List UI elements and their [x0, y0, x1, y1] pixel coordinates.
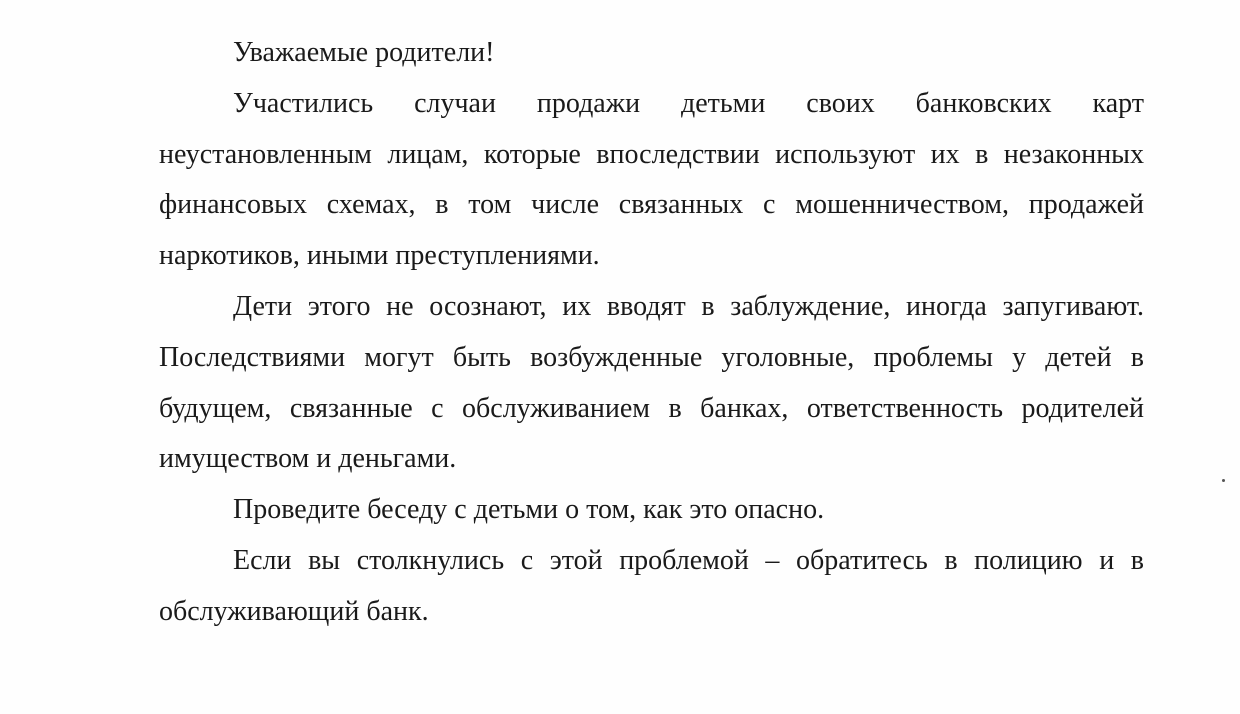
paragraph-contact-police: Если вы столкнулись с этой проблемой – обратитесь в полицию и в обслуживающий банк.	[159, 544, 1144, 627]
paragraph-consequences: Дети этого не осознают, их вводят в заблуждение, иногда запугивают. Последствиями могут быть возбужденные уголовные, проблемы у детей в будущем, связанные с обслуживанием в банках, ответственность родителей имуществом и деньгами.	[159, 290, 1144, 475]
scan-speck	[1222, 479, 1225, 482]
paragraph-card-sales: Участились случаи продажи детьми своих банковских карт неустановленным лицам, которые впоследствии используют их в незаконных финансовых схемах, в том числе связанных с мошенничеством, продажей наркотиков, иными преступлениями.	[159, 87, 1144, 272]
letter-body	[159, 28, 1144, 638]
paragraph-talk-to-children: Проведите беседу с детьми о том, как это опасно.	[233, 494, 825, 526]
greeting: Уважаемые родители!	[233, 37, 495, 68]
